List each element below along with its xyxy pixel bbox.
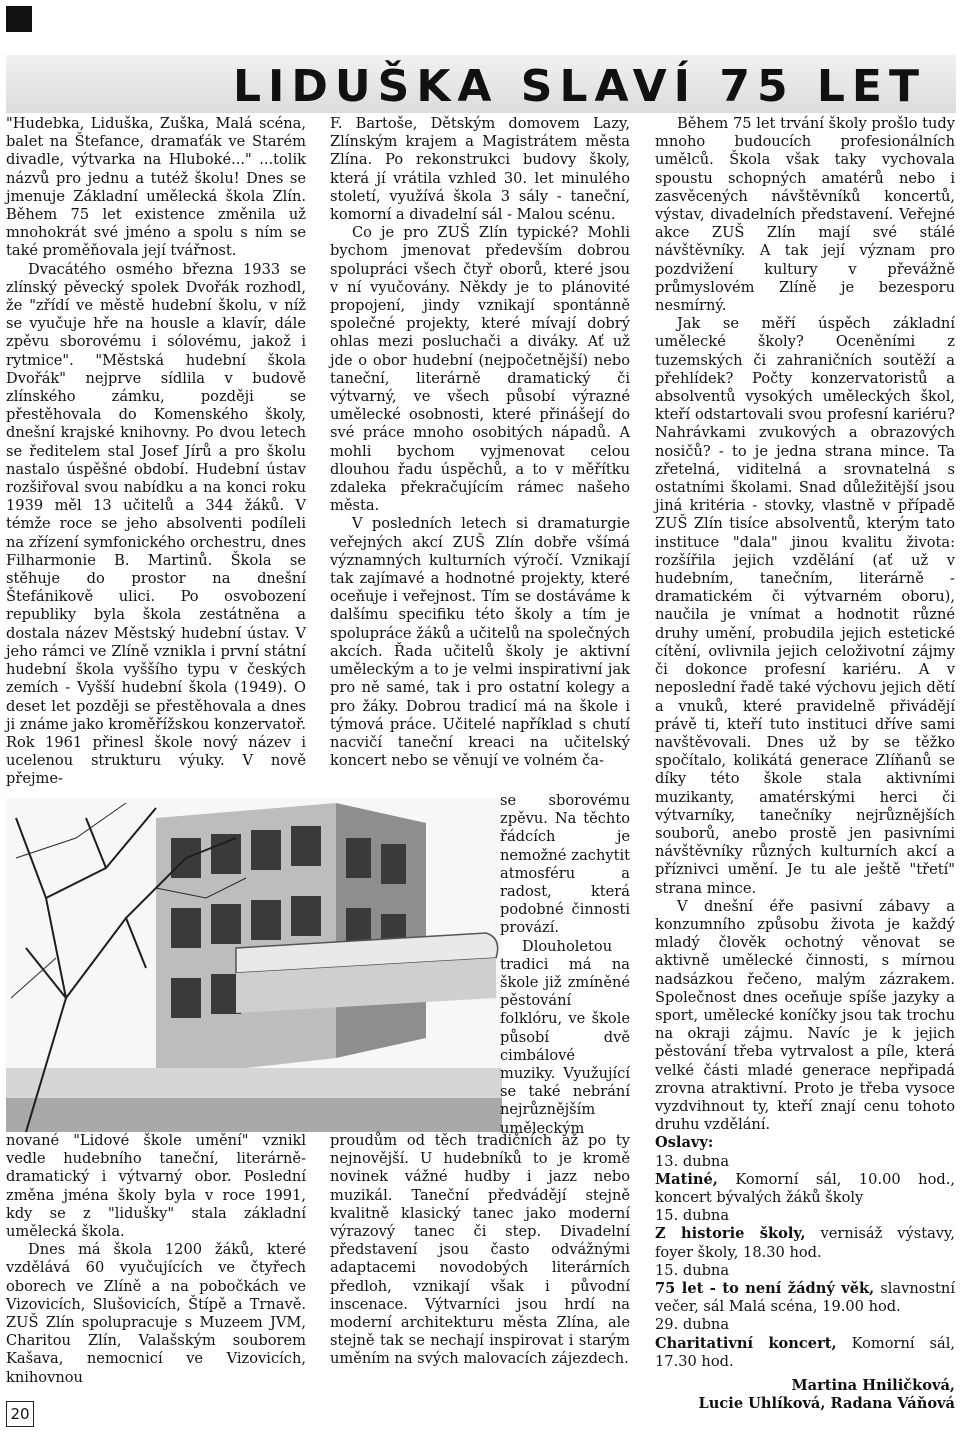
title-bar	[6, 55, 956, 113]
paragraph: Co je pro ZUŠ Zlín typické? Mohli bychom jmenovat především dobrou spolupráci všech čtyř oborů, které jsou v ní vyučovány. Někdy je to plánovité propojení, jindy vznikají spontánně společné projekty, které mívají dobrý ohlas mezi posluchači a diváky. Ať už jde o obor hudební (nejpočetnější) nebo taneční, literárně dramatický či výtvarný, ve všech působí výrazné umělecké osobnosti, které přinášejí do své práce mnoho osobitých nápadů. A mohli bychom vyjmenovat celou dlouhou řadu úspěchů, a to v měřítku zdaleka překračujícím rámec našeho města.	[330, 224, 630, 515]
column-2-continued	[330, 1132, 630, 1369]
paragraph: F. Bartoše, Dětským domovem Lazy, Zlínským krajem a Magistrátem města Zlína. Po rekonstrukci budovy školy, která jí vrátila vzhled 30. let minulého století, využívá škola 3 sály - taneční, komorní a divadelní sál - Malou scénu.	[330, 115, 630, 224]
column-1	[6, 115, 306, 789]
event-name: 75 let - to není žádný věk,	[655, 1280, 875, 1297]
event-date: 29. dubna	[655, 1316, 730, 1334]
event-date: 15. dubna	[655, 1261, 730, 1279]
author-signature-1: Martina Hniličková,	[791, 1377, 955, 1395]
page-number: 20	[6, 1401, 34, 1427]
paragraph: Dnes má škola 1200 žáků, které vzdělává 60 vyučujících ve čtyřech oborech ve Zlíně a na pobočkách ve Vizovicích, Slušovicích, Štípě a Trnavě. ZUŠ Zlín spolupracuje s Muzeem JVM, Charitou Zlín, Valašským souborem Kašava, nemocnicí ve Vizovicích, knihovnou	[6, 1241, 306, 1386]
column-2-wrap	[500, 792, 630, 1138]
school-building-photo	[6, 798, 502, 1132]
page-title: LIDUŠKA SLAVÍ 75 LET	[232, 61, 926, 112]
author-signature-2: Lucie Uhlíková, Radana Váňová	[698, 1395, 955, 1413]
column-2	[330, 115, 630, 770]
paragraph: V dnešní éře pasivní zábavy a konzumního způsobu života je každý mladý člověk ochotný věnovat se aktivně umělecké činnosti, s mírnou nadsázkou řečeno, malým zázrakem. Společnost dnes oceňuje spíše jazyky a sport, umělecké koníčky jsou tak trochu na okraji zájmu. Navíc je k jejich pěstování třeba vytrvalost a píle, která velké části mladé generace nepřipadá zrovna atraktivní. Proto je třeba vysoce vyzdvihnout ty, kteří znají cenu tohoto druhu vzdělání.	[655, 897, 955, 1134]
event-item	[655, 1171, 955, 1207]
event-name: Matiné,	[655, 1170, 718, 1188]
photo-illustration	[6, 798, 502, 1132]
event-date: 15. dubna	[655, 1207, 730, 1225]
paragraph: Jak se měří úspěch základní umělecké školy? Oceněními z tuzemských či zahraničních soutěží a přehlídek? Počty konzervatoristů a absolventů vysokých uměleckých škol, kteří odstartovali svou profesní kariéru? Nahrávkami zvukových a obrazových nosičů? - to je jedna strana mince. Ta zřetelná, viditelná a srovnatelná s ostatními školami. Snad důležitější jsou jiná kritéria - stovky, vlastně v případě ZUŠ Zlín tisíce absolventů, kterým tato instituce "dala" jinou kvalitu života: rozšířila jejich vzdělání (ať už v hudebním, tanečním, literárně - dramatickém či výtvarném oboru), naučila je vnímat a hodnotit různé druhy umění, probudila jejich estetické cítění, ovlivnila jejich celoživotní zájmy či dokonce profesní kariéru. A v neposlední řadě také výchovu jejich dětí a vnuků, které pravidelně přivádějí právě ti, kteří tuto instituci dříve sami navštěvovali. Dnes už by se těžko spočítalo, kolikátá generace Zlíňanů se díky této škole stala aktivními muzikanty, amatérskými herci či výtvarníky, tanečníky nejrůznějších souborů, anebo prostě jen pasivními návštěvníky různých kulturních akcí a příznivci umění. Je tu ale ještě "třetí" strana mince.	[655, 315, 955, 897]
event-item	[655, 1225, 955, 1261]
paragraph: nované "Lidové škole umění" vznikl vedle hudebního taneční, literárně-dramatický i výtvarný obor. Poslední změna jména školy byla v roce 1991, kdy se z "lidušky" stala základní umělecká škola.	[6, 1132, 306, 1241]
event-item	[655, 1280, 955, 1316]
event-date: 13. dubna	[655, 1152, 730, 1170]
event-detail: Komorní sál, 10.00 hod., koncert bývalých žáků školy	[655, 1170, 955, 1206]
event-detail: Komorní sál, 17.30 hod.	[655, 1334, 955, 1370]
event-detail: vernisáž výstavy, foyer školy, 18.30 hod.	[655, 1225, 955, 1261]
corner-marker	[6, 6, 32, 32]
paragraph: "Hudebka, Liduška, Zuška, Malá scéna, balet na Štefance, dramaťák ve Starém divadle, výtvarka na Hluboké..." ...tolik názvů pro jednu a tutéž školu! Dnes se jmenuje Základní umělecká škola Zlín. Během 75 let existence změnila už mnohokrát své jméno a spolu s ním se také proměňovala její tvářnost.	[6, 115, 306, 260]
events-list	[655, 1134, 955, 1371]
event-name: Z historie školy,	[655, 1225, 806, 1243]
event-item	[655, 1335, 955, 1371]
event-name: Charitativní koncert,	[655, 1334, 837, 1352]
events-heading: Oslavy:	[655, 1134, 714, 1152]
paragraph: Během 75 let trvání školy prošlo tudy mnoho budoucích profesionálních umělců. Škola však taky vychovala spoustu schopných amatérů nebo i zasvěcených návštěvníků koncertů, výstav, divadelních představení. Veřejné akce ZUŠ Zlín mají své stálé návštěvníky. A tak její význam pro pozdvižení kultury v převážně průmyslovém Zlíně je bezesporu nesmírný.	[655, 115, 955, 315]
paragraph: se sborovému zpěvu. Na těchto řádcích je nemožné zachytit atmosféru a radost, která podobné činnosti provází.	[500, 792, 630, 937]
paragraph: Dlouholetou tradici má na škole již zmíněné pěstování folklóru, ve škole působí dvě cimbálové muziky. Využující se také nebrání nejrůznějším uměleckým	[500, 937, 630, 1137]
event-detail: slavnostní večer, sál Malá scéna, 19.00 hod.	[655, 1280, 955, 1316]
paragraph: V posledních letech si dramaturgie veřejných akcí ZUŠ Zlín dobře všímá významných kulturních výročí. Vznikají tak zajímavé a hodnotné projekty, které oceňuje i veřejnost. Tím se dostáváme k dalšímu specifiku této školy a tím je spolupráce žáků a učitelů na společných akcích. Řada učitelů školy je aktivní uměleckým a to je velmi inspirativní jak pro ně samé, tak i pro ostatní kolegy a pro žáky. Dobrou tradicí má na škole i týmová práce. Učitelé například s chutí nacvičí taneční kreaci na učitelský koncert nebo se věnují ve volném ča-	[330, 515, 630, 770]
column-3	[655, 115, 955, 1413]
column-1-continued	[6, 1132, 306, 1387]
paragraph: proudům od těch tradičních až po ty nejnovější. U hudebníků to je kromě novinek vážné hudby i jazz nebo muzikál. Taneční předvádějí stejně kvalitně klasický tanec jako moderní výrazový tanec či step. Divadelní představení jsou často odvážnými adaptacemi novodobých literárních předloh, vznikají však i původní inscenace. Výtvarníci jsou hrdí na moderní architekturu města Zlína, ale stejně tak se nechají inspirovat i starým uměním na svých malovacích zájezdech.	[330, 1132, 630, 1368]
paragraph: Dvacátého osmého března 1933 se zlínský pěvecký spolek Dvořák rozhodl, že "zřídí ve městě hudební školu, v níž se vyučuje hře na housle a klavír, dále zpěvu sborovému i sólovému, jakož i rytmice". "Městská hudební škola Dvořák" nejprve sídlila v budově zlínského zámku, později se přestěhovala do Komenského školy, dnešní krajské knihovny. Po dvou letech se ředitelem stal Josef Jírů a pro školu nastalo úspěšné období. Hudební ústav rozšiřoval svou nabídku a na konci roku 1939 měl 13 učitelů a 344 žáků. V témže roce se jeho absolventi podíleli na zřízení symfonického orchestru, dnes Filharmonie B. Martinů. Škola se stěhuje do prostor na dnešní Štefánikově ulici. Po osvobození republiky byla škola zestátněna a dostala název Městský hudební ústav. V jeho rámci ve Zlíně vznikla i první státní hudební škola vyššího typu v českých zemích - Vyšší hudební škola (1949). O deset let později se přestěhovala a dnes ji známe jako kroměřížskou konzervatoř. Rok 1961 přinesl škole nový název i ucelenou strukturu výuky. V nově přejme-	[6, 260, 306, 788]
